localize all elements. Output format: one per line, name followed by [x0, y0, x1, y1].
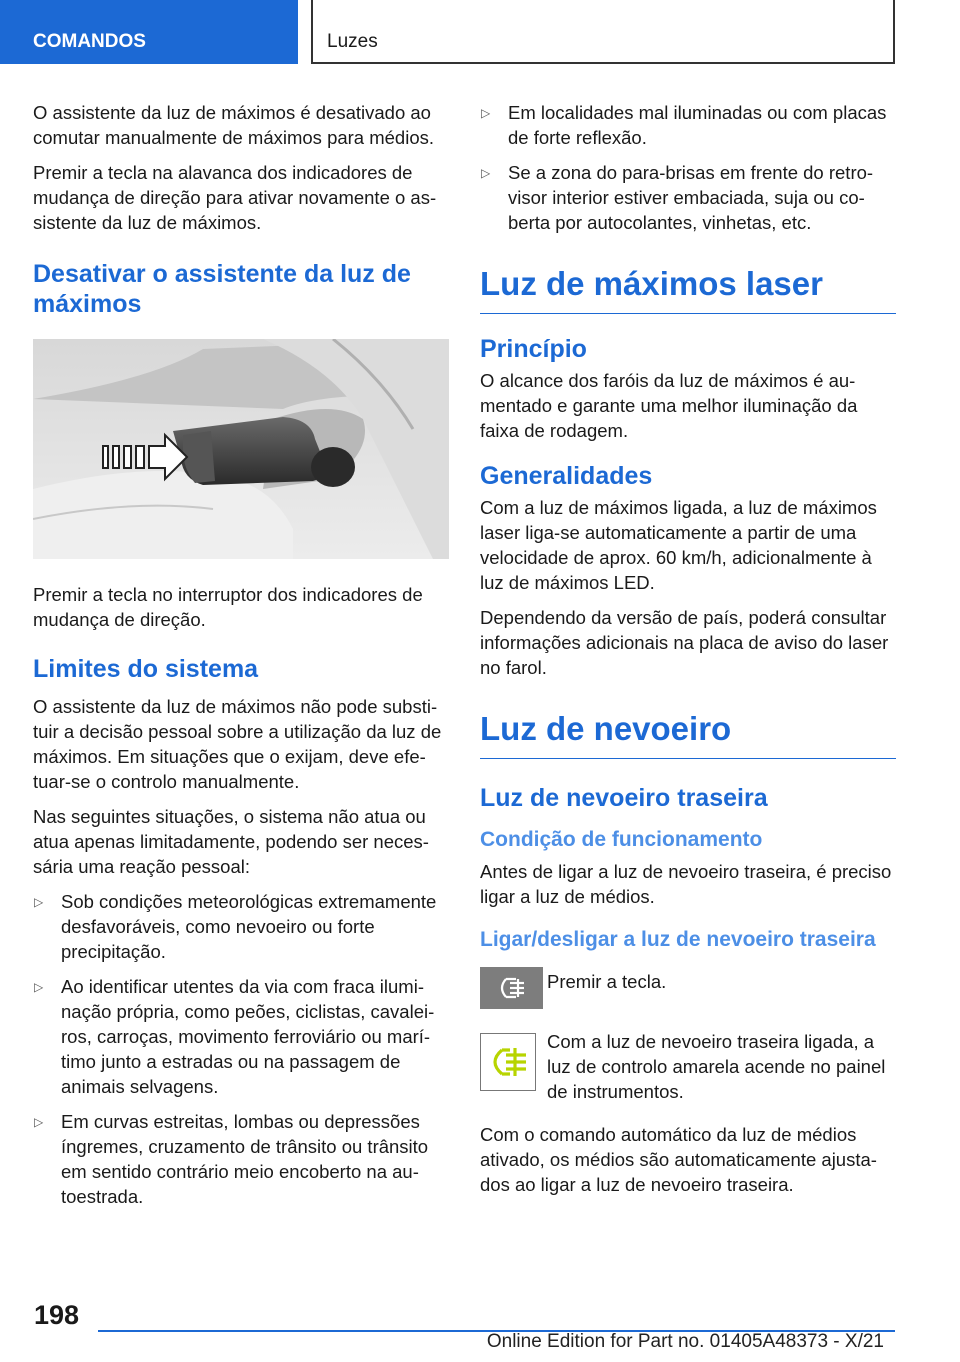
triangle-right-icon: ▷ [481, 106, 491, 120]
paragraph: O alcance dos faróis da luz de máximos é aumentado e garante uma melhor iluminação da faixa de rodagem. [480, 370, 858, 441]
limits-list [33, 889, 449, 1209]
section-tab [0, 0, 298, 64]
paragraph: Com a luz de nevoeiro traseira ligada, a luz de controlo amarela acende no painel de instrumentos. [547, 1031, 886, 1102]
paragraph: Premir a tecla na alavanca dos indicadores de mudança de direção para ativar novamente o assistente da luz de máximos. [33, 162, 437, 233]
heading-general: Generalidades [480, 462, 653, 490]
list-item: ▷ Em curvas estreitas, lombas ou depressões íngremes, cruzamento de trânsito ou trânsito em sentido contrário meio encoberto na autoestrada. [34, 1111, 429, 1207]
rear-fog-indicator-icon [480, 1033, 536, 1091]
paragraph: Premir a tecla. [547, 971, 667, 992]
chapter-header [311, 0, 895, 64]
list-item: ▷ Ao identificar utentes da via com fraca iluminação própria, como peões, ciclistas, cavaleiros, carroças, movimento ferroviário ou marítimo junto a estradas ou na passagem de animais selvagens. [34, 976, 435, 1097]
heading-laser-high-beam: Luz de máximos laser [480, 265, 896, 314]
paragraph: Com o comando automático da luz de médios ativado, os médios são automaticamente ajustados ao ligar a luz de nevoeiro traseira. [480, 1124, 877, 1195]
press-button-row [480, 967, 896, 1017]
right-column [480, 100, 896, 1207]
heading-fog-light: Luz de nevoeiro [480, 710, 896, 759]
section-title: COMANDOS [33, 31, 146, 52]
page-number: 198 [34, 1300, 80, 1330]
list-item: ▷ Sob condições meteorológicas extremamente desfavoráveis, como nevoeiro ou forte precipitação. [34, 891, 437, 962]
heading-rear-fog-light: Luz de nevoeiro traseira [480, 784, 768, 812]
heading-deactivate: Desativar o assistente da luz de máximos [33, 260, 411, 318]
figure-caption: Premir a tecla no interruptor dos indicadores de mudança de direção. [33, 584, 423, 630]
limits-list-continued [480, 100, 896, 235]
paragraph: Com a luz de máximos ligada, a luz de máximos laser liga-se automaticamente a partir de uma velocidade de aprox. 60 km/h, adicionalmente à luz de máximos LED. [480, 497, 877, 593]
chapter-title: Luzes [327, 31, 378, 52]
rear-fog-button-icon [480, 967, 543, 1009]
paragraph: O assistente da luz de máximos é desativado ao comutar manualmente de máximos para médios. [33, 102, 435, 148]
triangle-right-icon: ▷ [481, 166, 491, 180]
triangle-right-icon: ▷ [34, 1115, 44, 1129]
indicator-row [480, 1029, 896, 1104]
heading-principle: Princípio [480, 335, 587, 363]
paragraph: Dependendo da versão de país, poderá consultar informações adicionais na placa de aviso do laser no farol. [480, 607, 889, 678]
edition-note: Online Edition for Part no. 01405A48373 - X/21 [486, 1331, 884, 1352]
turn-signal-stalk-illustration [33, 339, 449, 559]
list-item: ▷ Em localidades mal iluminadas ou com placas de forte reflexão. [481, 102, 887, 148]
triangle-right-icon: ▷ [34, 895, 44, 909]
heading-switch-rear-fog: Ligar/desligar a luz de nevoeiro traseira [480, 928, 876, 951]
heading-system-limits: Limites do sistema [33, 655, 259, 683]
paragraph: Nas seguintes situações, o sistema não atua ou atua apenas limitadamente, podendo ser necessária uma reação pessoal: [33, 806, 429, 877]
list-item: ▷ Se a zona do para-brisas em frente do retrovisor interior estiver embaciada, suja ou coberta por autocolantes, vinhetas, etc. [481, 162, 874, 233]
left-column [33, 100, 449, 1219]
paragraph: O assistente da luz de máximos não pode substituir a decisão pessoal sobre a utilização da luz de máximos. Em situações que o exijam, deve efetuar-se o controlo manualmente. [33, 696, 442, 792]
heading-operating-condition: Condição de funcionamento [480, 828, 763, 851]
triangle-right-icon: ▷ [34, 980, 44, 994]
paragraph: Antes de ligar a luz de nevoeiro traseira, é preciso ligar a luz de médios. [480, 861, 892, 907]
